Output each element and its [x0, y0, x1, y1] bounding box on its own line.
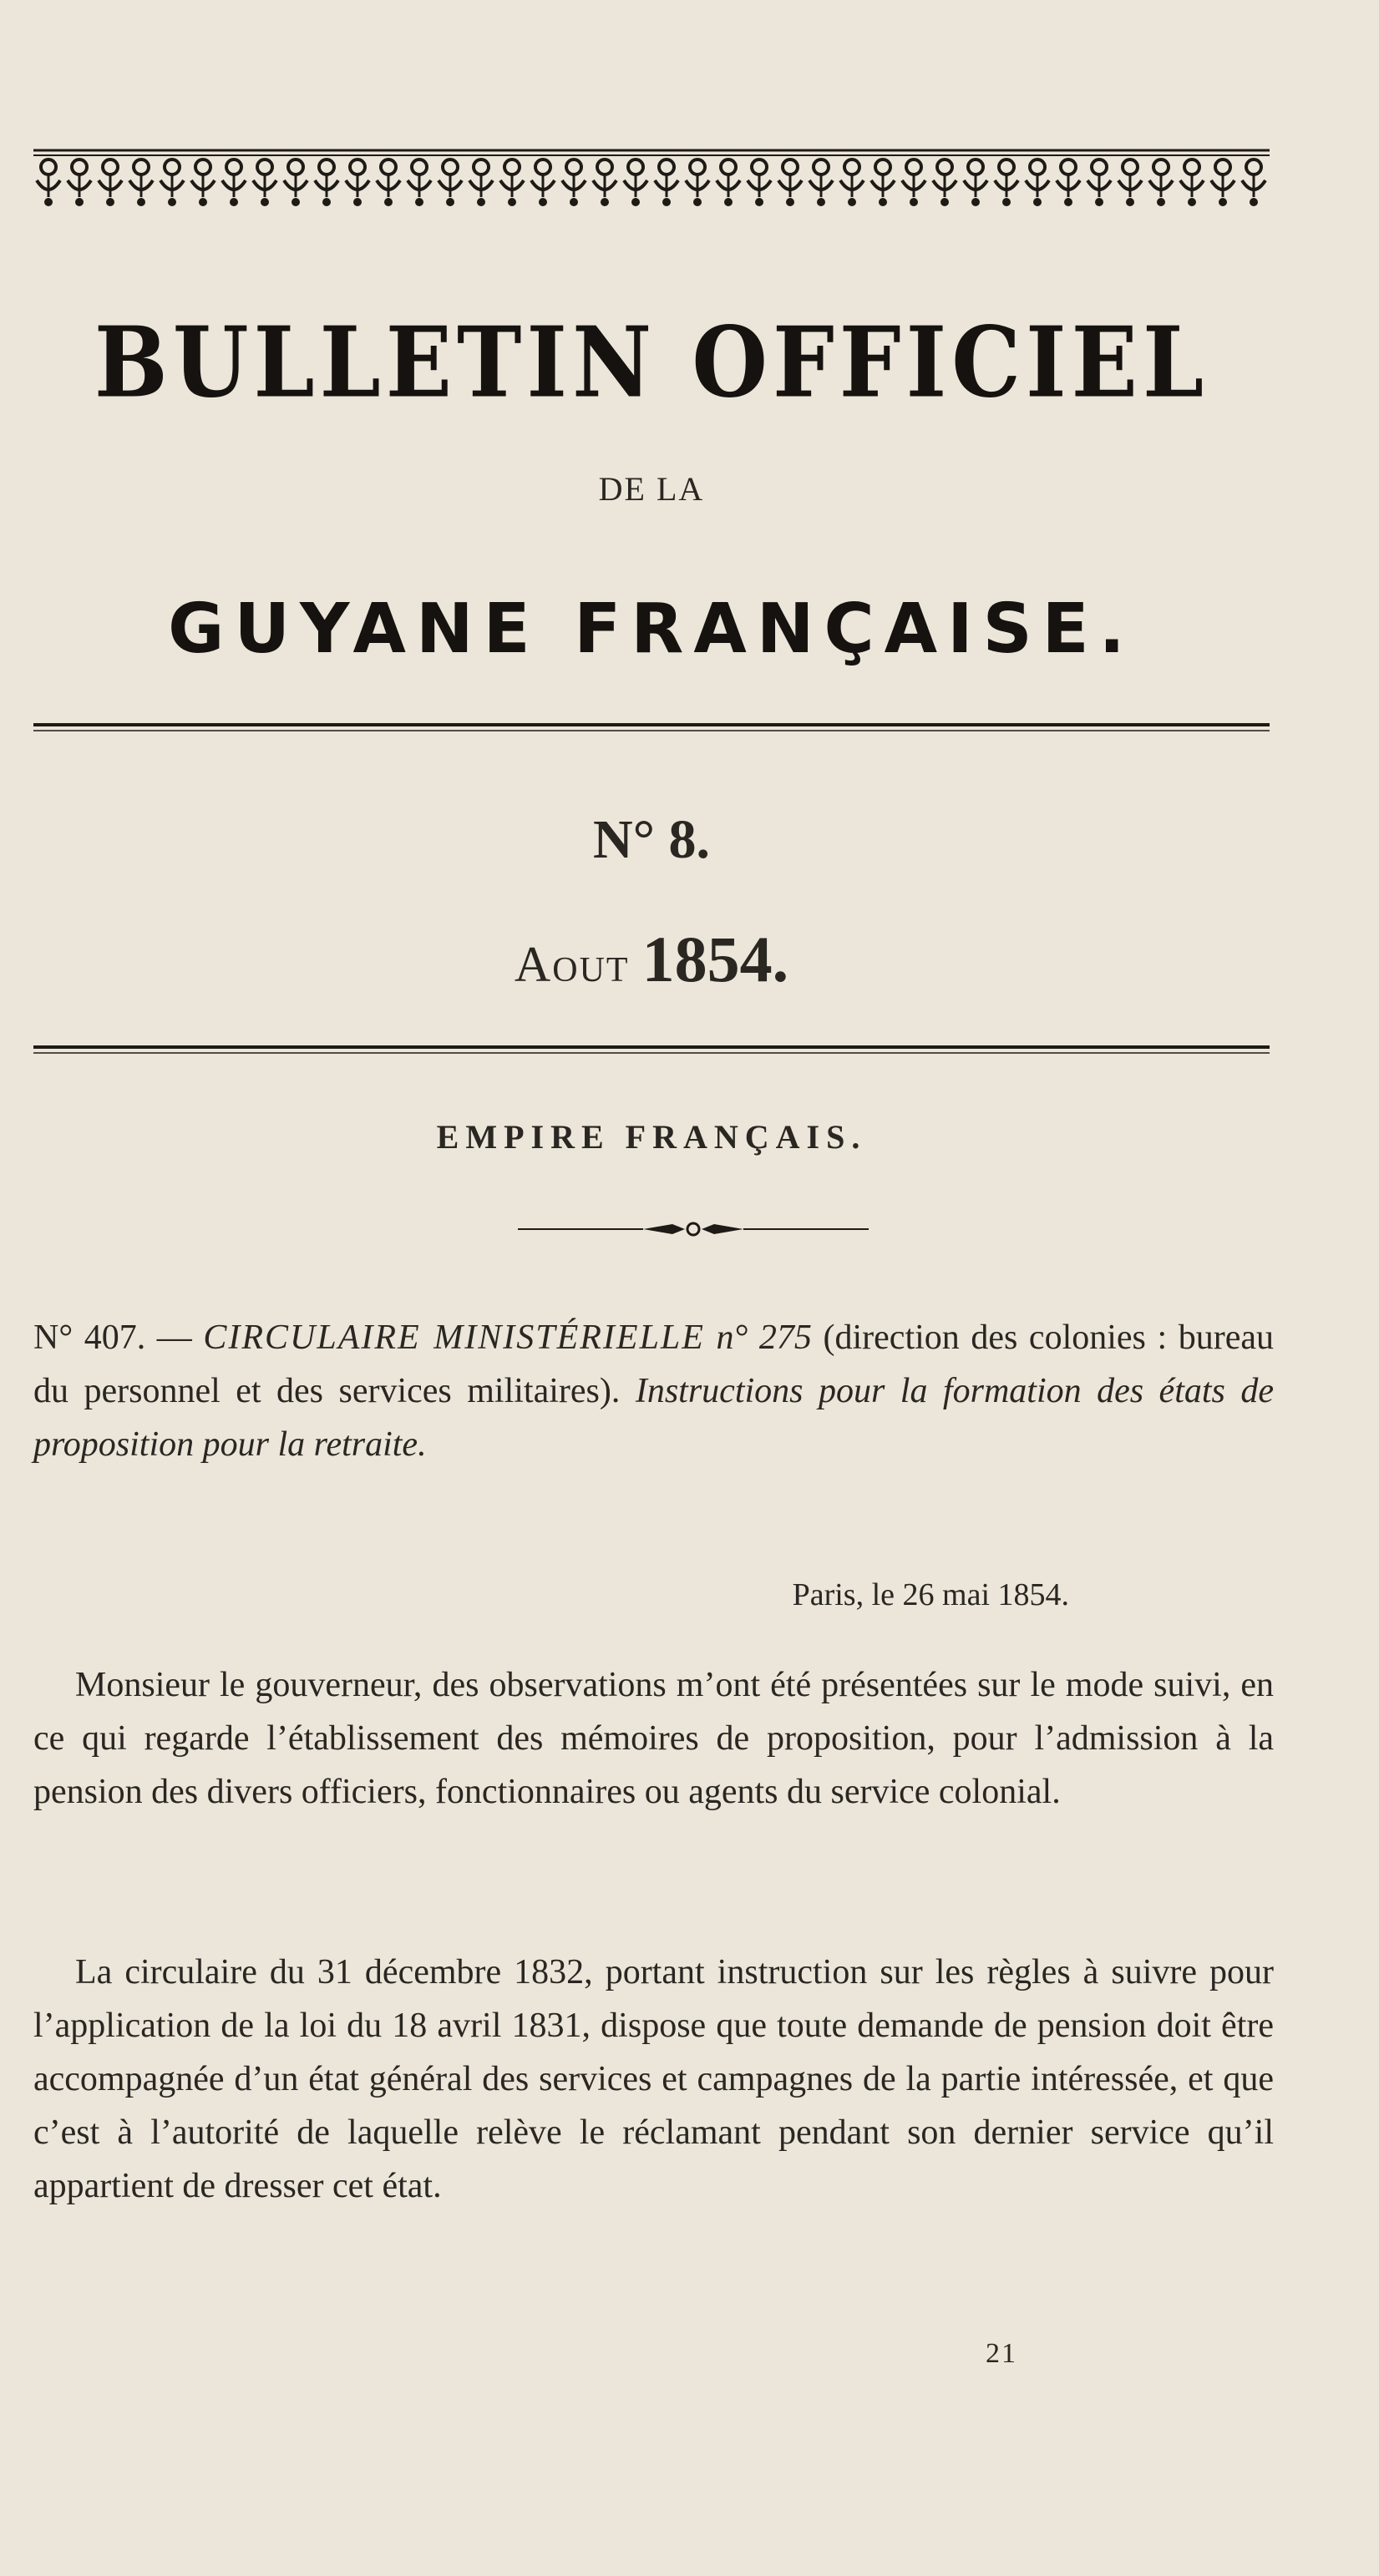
- issue-year: 1854.: [641, 923, 789, 995]
- decorative-border: [33, 147, 1270, 220]
- dateline: Paris, le 26 mai 1854.: [792, 1577, 1069, 1612]
- bulletin-title: BULLETIN OFFICIEL: [94, 304, 1209, 420]
- title-connector: DE LA: [598, 470, 705, 508]
- paragraph-1: Monsieur le gouverneur, des observations m’ont été présentées sur le mode suivi, en ce qui regarde l’établissement des mémoires de proposition, pour l’admission à la pension des divers officiers, fonctionnaires ou agents du service colonial.: [33, 1666, 1274, 1811]
- article-subject: Instructions pour la formation des états de proposition pour la retraite.: [33, 1372, 1274, 1464]
- colony-title: GUYANE FRANÇAISE.: [168, 590, 1135, 669]
- article-ref-number: n° 275: [704, 1318, 824, 1357]
- page-number: 21: [986, 2338, 1017, 2369]
- issue-date: [33, 922, 1270, 997]
- paragraph-2: La circulaire du 31 décembre 1832, portant instruction sur les règles à suivre pour l’application de la loi du 18 avril 1831, dispose que toute demande de pension doit être accompagnée d’un état général des services et campagnes de la partie intéressée, et que c’est à l’autorité de laquelle relève le réclamant pendant son dernier service qu’il appartient de dresser cet état.: [33, 1953, 1274, 2205]
- article-direction: (direction des colonies : bureau du personnel et des services militaires).: [33, 1318, 1275, 1410]
- double-rule-2: [33, 1045, 1270, 1055]
- article-heading: [33, 1311, 1274, 1471]
- section-ornament: [518, 1219, 869, 1239]
- article-type: CIRCULAIRE MINISTÉRIELLE: [203, 1318, 705, 1357]
- issue-month: Aout: [514, 937, 630, 992]
- issue-number: N° 8.: [592, 809, 711, 870]
- article-number: N° 407. —: [33, 1318, 204, 1357]
- section-heading: EMPIRE FRANÇAIS.: [436, 1118, 867, 1156]
- double-rule: [33, 723, 1270, 733]
